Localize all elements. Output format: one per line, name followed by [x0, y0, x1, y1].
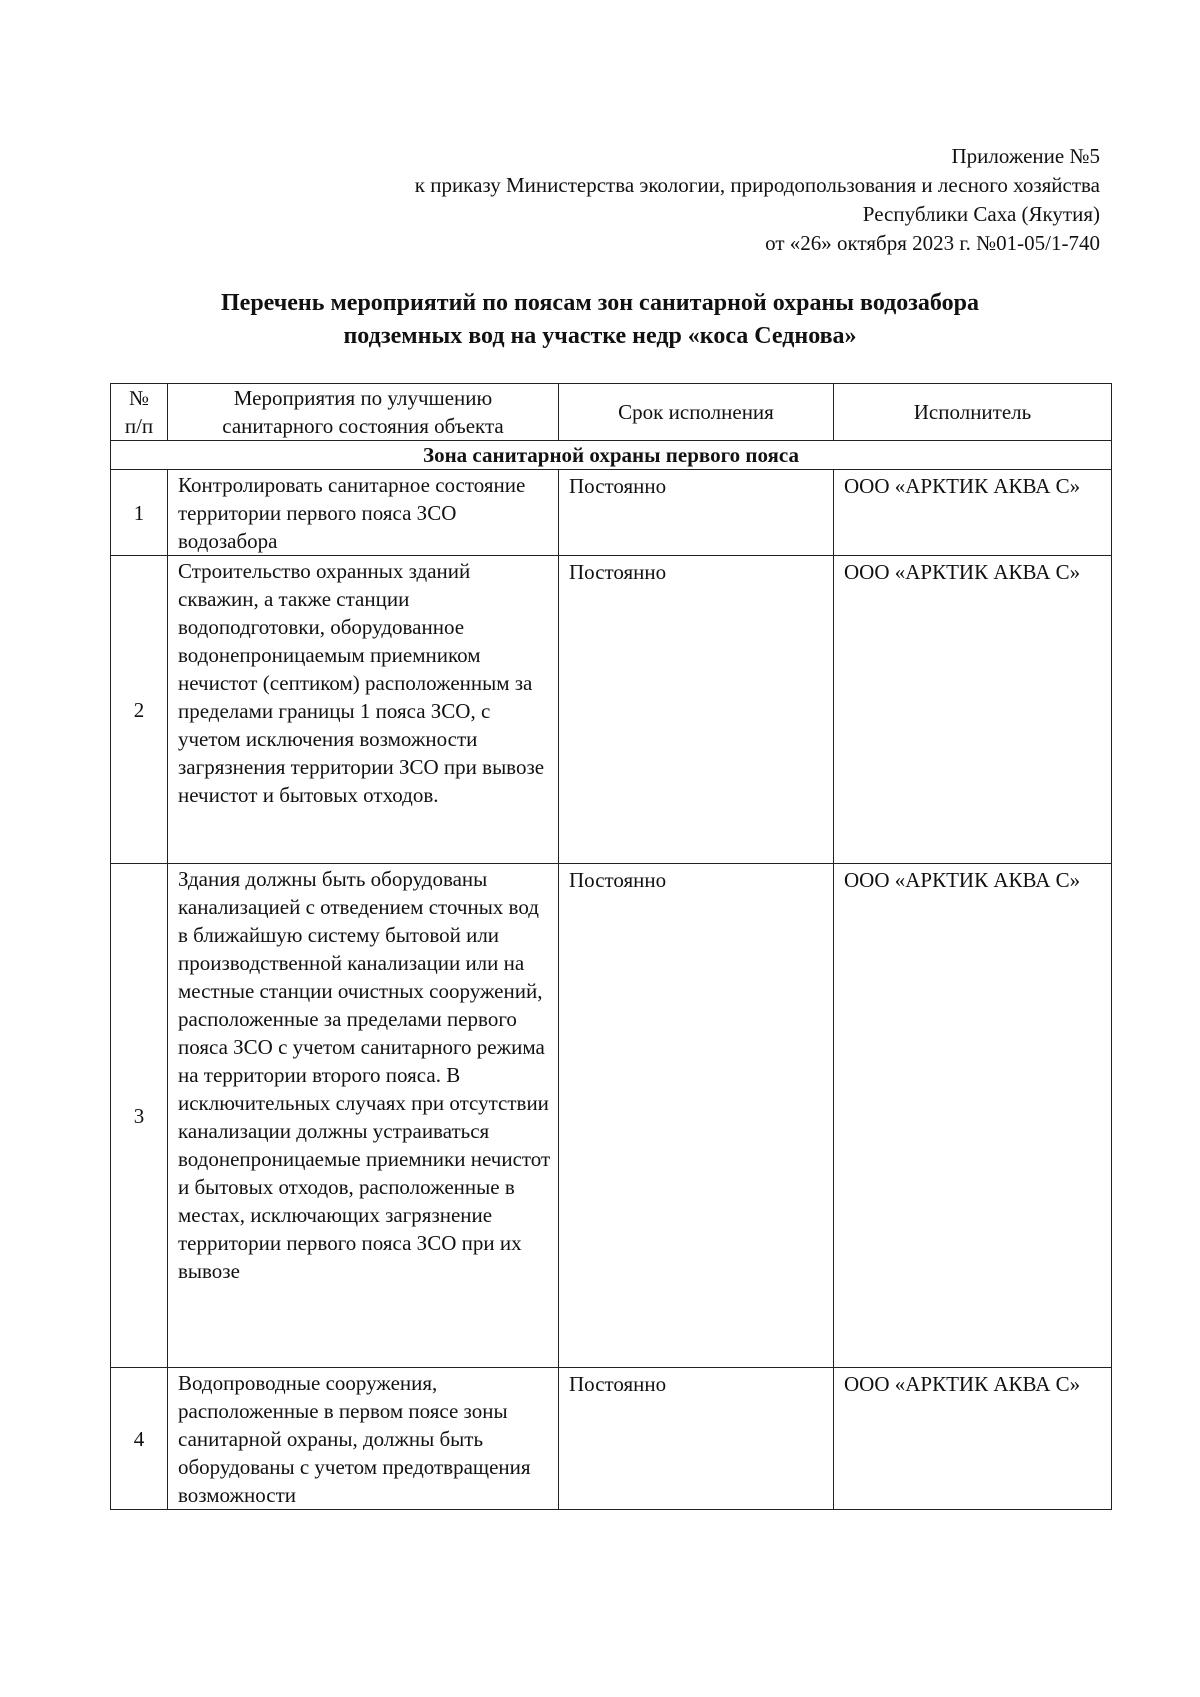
document-title — [100, 287, 1100, 353]
header-measure-line-1: Мероприятия по улучшению — [233, 386, 493, 410]
header-measure — [168, 384, 559, 441]
row-measure: Строительство охранных зданий скважин, а также станции водоподготовки, оборудованное водонепроницаемым приемником нечистот (септиком) расположенным за пределами границы 1 пояса ЗСО, с учетом исключения возможности загрязнения территории ЗСО при вывозе нечистот и бытовых отходов. — [168, 556, 559, 864]
row-executor: ООО «АРКТИК АКВА С» — [834, 864, 1112, 1368]
row-measure: Водопроводные сооружения, расположенные в первом поясе зоны санитарной охраны, должны быть оборудованы с учетом предотвращения возможности — [168, 1368, 559, 1510]
zone-title: Зона санитарной охраны первого пояса — [111, 441, 1112, 470]
header-term: Срок исполнения — [559, 384, 834, 441]
row-number: 1 — [111, 470, 168, 556]
document-title-line-1: Перечень мероприятий по поясам зон санитарной охраны водозабора — [221, 290, 979, 316]
document-title-line-2: подземных вод на участке недр «коса Седнова» — [343, 323, 857, 349]
header-number-line-2: п/п — [124, 414, 154, 438]
table-row — [111, 470, 1112, 556]
table-row — [111, 556, 1112, 864]
appendix-order-reference: к приказу Министерства экологии, природопользования и лесного хозяйства — [414, 173, 1100, 197]
row-measure: Контролировать санитарное состояние территории первого пояса ЗСО водозабора — [168, 470, 559, 556]
row-executor: ООО «АРКТИК АКВА С» — [834, 1368, 1112, 1510]
measures-table — [110, 383, 1112, 1510]
table-row — [111, 864, 1112, 1368]
table-row — [111, 1368, 1112, 1510]
row-executor: ООО «АРКТИК АКВА С» — [834, 470, 1112, 556]
table-header-row — [111, 384, 1112, 441]
appendix-republic: Республики Саха (Якутия) — [862, 202, 1100, 226]
row-number: 3 — [111, 864, 168, 1368]
row-executor: ООО «АРКТИК АКВА С» — [834, 556, 1112, 864]
row-number: 2 — [111, 556, 168, 864]
row-term: Постоянно — [559, 556, 834, 864]
row-number: 4 — [111, 1368, 168, 1510]
header-number — [111, 384, 168, 441]
header-executor: Исполнитель — [834, 384, 1112, 441]
zone-row — [111, 441, 1112, 470]
row-term: Постоянно — [559, 864, 834, 1368]
row-term: Постоянно — [559, 1368, 834, 1510]
appendix-header — [415, 142, 1100, 258]
header-number-line-1: № — [128, 386, 150, 410]
header-measure-line-2: санитарного состояния объекта — [222, 414, 504, 438]
appendix-number: Приложение №5 — [951, 144, 1100, 168]
appendix-date: от «26» октября 2023 г. №01-05/1-740 — [765, 231, 1100, 255]
row-term: Постоянно — [559, 470, 834, 556]
row-measure: Здания должны быть оборудованы канализацией с отведением сточных вод в ближайшую систему бытовой или производственной канализации или на местные станции очистных сооружений, расположенные за пределами первого пояса ЗСО с учетом санитарного режима на территории второго пояса. В исключительных случаях при отсутствии канализации должны устраиваться водонепроницаемые приемники нечистот и бытовых отходов, расположенные в местах, исключающих загрязнение территории первого пояса ЗСО при их вывозе — [168, 864, 559, 1368]
